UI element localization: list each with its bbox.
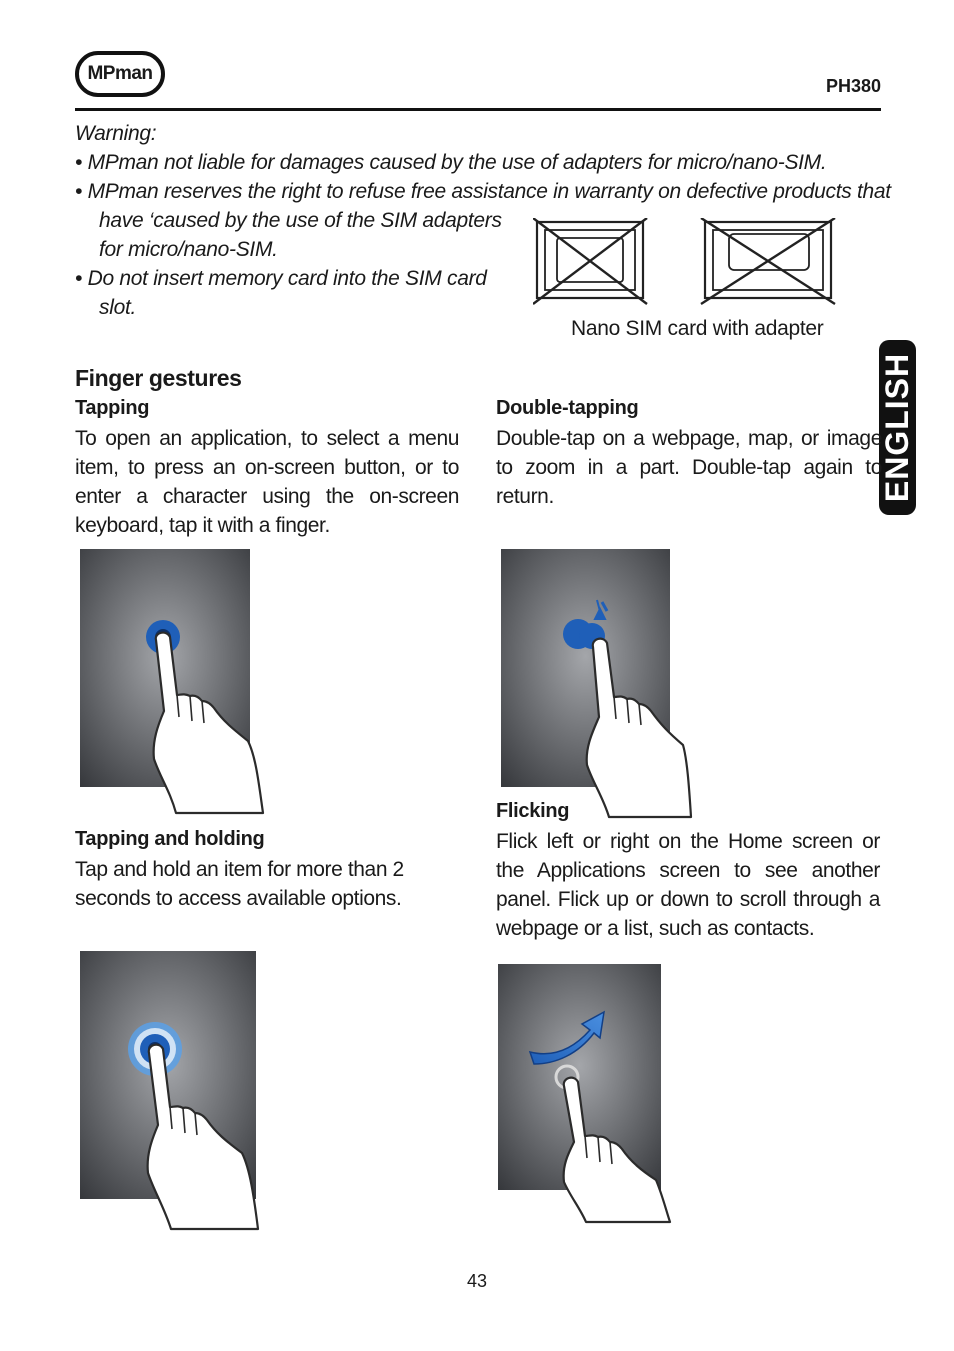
warning-item: have ‘caused by the use of the SIM adapters [99,209,502,232]
tapping-holding-text: Tap and hold an item for more than 2 seconds to access available options. [75,858,404,910]
tapping-holding-title: Tapping and holding [75,828,265,850]
double-tapping-illustration [497,545,697,820]
nano-sim-adapter-figure [533,218,843,311]
mpman-logo: MPman [75,51,165,97]
double-tapping-title: Double-tapping [496,397,639,419]
header-divider [75,108,881,111]
flicking-illustration [494,960,699,1225]
warning-item: • Do not insert memory card into the SIM card [75,267,487,290]
double-tapping-text: Double-tap on a webpage, map, or image to zoom in a part. Double-tap again to return. [496,427,882,508]
model-number: PH380 [825,76,881,96]
tapping-title: Tapping [75,397,150,419]
language-tab: ENGLISH [879,340,916,515]
sim-figure-caption: Nano SIM card with adapter [571,317,824,340]
tapping-text: To open an application, to select a menu item, to press an on-screen button, or to enter a character using the on-screen keyboard, tap it with a finger. [75,427,459,537]
warning-item: • MPman reserves the right to refuse free assistance in warranty on defective products that [75,180,891,203]
warning-item: • MPman not liable for damages caused by the use of adapters for micro/nano-SIM. [75,151,827,174]
tapping-illustration [76,545,271,815]
page-number: 43 [466,1271,488,1291]
warning-item: for micro/nano-SIM. [99,238,278,261]
warning-title: Warning: [75,122,157,145]
section-title: Finger gestures [75,365,242,391]
tapping-holding-illustration [76,947,271,1232]
flicking-title: Flicking [496,800,570,822]
flicking-text: Flick left or right on the Home screen or the Applications screen to see another panel. Flick up or down to scroll through a webpage or a list, such as contacts. [496,830,880,940]
warning-item: slot. [99,296,137,319]
